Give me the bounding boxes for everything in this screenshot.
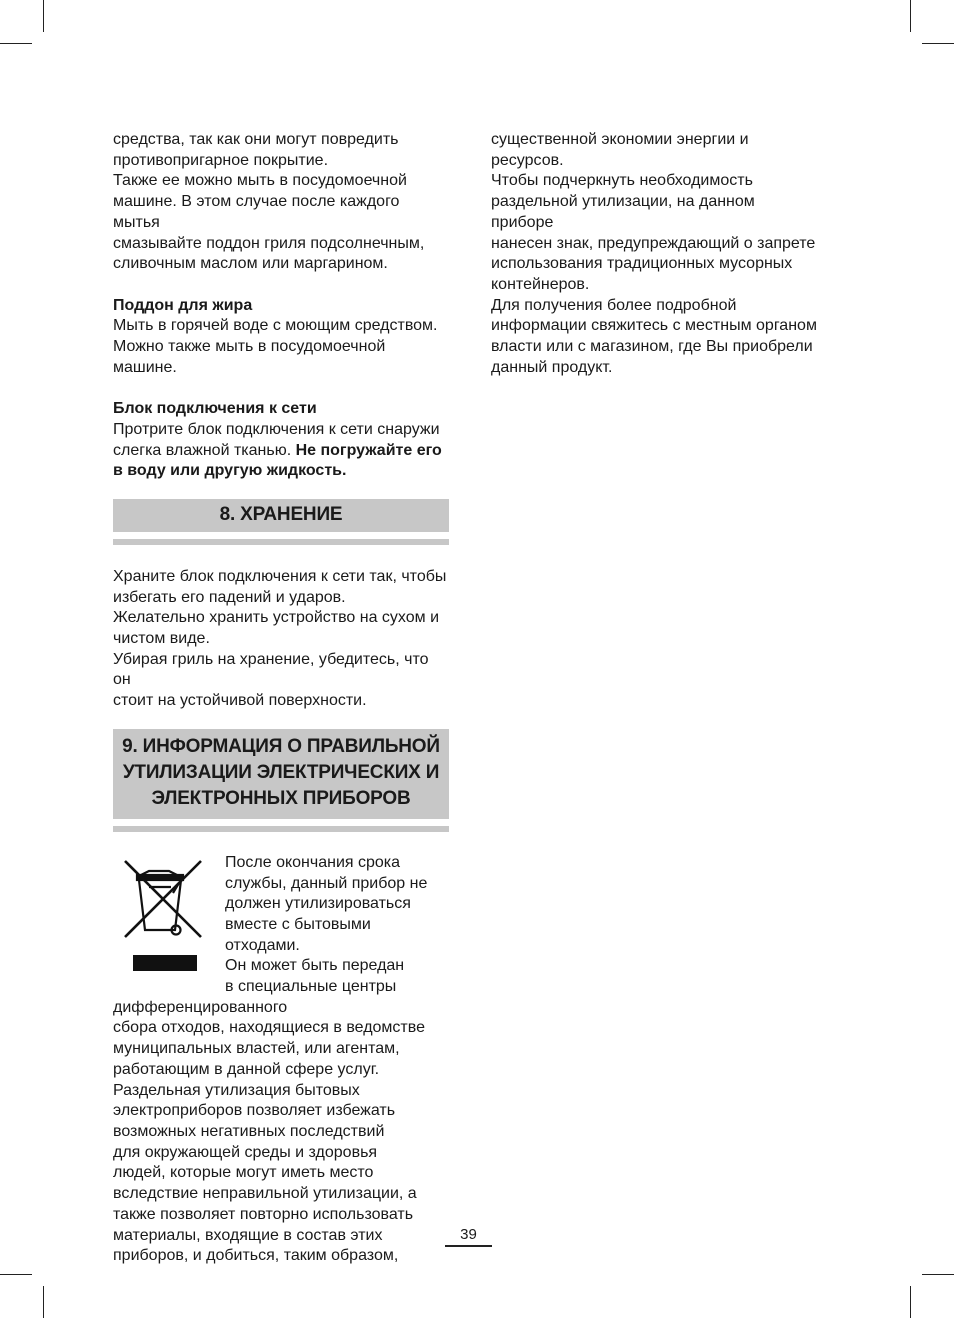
crop-mark bbox=[922, 1274, 954, 1275]
crop-mark bbox=[910, 0, 911, 32]
page-number-rule bbox=[445, 1245, 492, 1247]
text-normal: слегка влажной тканью. bbox=[113, 441, 296, 459]
text-line: противопригарное покрытие. bbox=[113, 151, 329, 169]
weee-block bbox=[113, 853, 449, 1019]
fat-tray-paragraph bbox=[113, 316, 449, 378]
text-line: дифференцированного bbox=[113, 998, 288, 1016]
text-line: избегать его падений и ударов. bbox=[113, 588, 346, 606]
text-line: Убирая гриль на хранение, убедитесь, что он bbox=[113, 650, 429, 689]
text-line: машине. В этом случае после каждого мытья bbox=[113, 193, 400, 231]
text-line: стоит на устойчивой поверхности. bbox=[113, 692, 367, 710]
text-line: существенной экономии энергии и ресурсов. bbox=[491, 131, 749, 169]
section-8-heading: 8. ХРАНЕНИЕ bbox=[113, 499, 449, 532]
text-line: Можно также мыть в посудомоечной bbox=[113, 338, 386, 356]
text-line: сбора отходов, находящиеся в ведомстве bbox=[113, 1019, 425, 1037]
text-line: приборов, и добиться, таким образом, bbox=[113, 1247, 399, 1265]
power-block-paragraph bbox=[113, 420, 449, 482]
text-line: Также ее можно мыть в посудомоечной bbox=[113, 172, 407, 190]
text-line: средства, так как они могут повредить bbox=[113, 131, 399, 148]
text-line: вместе с бытовыми отходами. bbox=[225, 915, 371, 954]
text-line: После окончания срока bbox=[225, 853, 401, 871]
text-line: Протрите блок подключения к сети снаружи bbox=[113, 420, 440, 438]
text-line: Чтобы подчеркнуть необходимость bbox=[491, 172, 753, 190]
text-line: электроприборов позволяет избежать bbox=[113, 1102, 396, 1120]
text-line: также позволяет повторно использовать bbox=[113, 1205, 414, 1223]
section-9-heading bbox=[113, 729, 449, 819]
text-line: сливочным маслом или маргарином. bbox=[113, 255, 388, 273]
heading-line: 9. ИНФОРМАЦИЯ О ПРАВИЛЬНОЙ bbox=[122, 735, 440, 757]
text-line: работающим в данной сфере услуг. bbox=[113, 1060, 380, 1078]
left-column bbox=[113, 130, 449, 1267]
text-line: власти или с магазином, где Вы приобрели bbox=[491, 338, 813, 356]
crop-mark bbox=[0, 43, 32, 44]
text-line: раздельной утилизации, на данном приборе bbox=[491, 193, 755, 231]
text-line: в специальные центры bbox=[225, 978, 397, 996]
text-line: возможных негативных последствий bbox=[113, 1122, 385, 1140]
text-line: Для получения более подробной bbox=[491, 296, 737, 314]
text-line: людей, которые могут иметь место bbox=[113, 1164, 374, 1182]
storage-paragraph bbox=[113, 567, 449, 712]
crop-mark bbox=[910, 1286, 911, 1318]
text-line: Раздельная утилизация бытовых bbox=[113, 1081, 360, 1099]
text-line bbox=[113, 441, 449, 462]
heading-line: УТИЛИЗАЦИИ ЭЛЕКТРИЧЕСКИХ И bbox=[122, 761, 440, 783]
warning-text: в воду или другую жидкость. bbox=[113, 462, 347, 480]
text-line: машине. bbox=[113, 358, 177, 376]
text-line: данный продукт. bbox=[491, 358, 613, 376]
crop-mark bbox=[0, 1274, 32, 1275]
text-line: вследствие неправильной утилизации, а bbox=[113, 1185, 417, 1203]
warning-text: Не погружайте его bbox=[295, 441, 442, 459]
text-line: нанесен знак, предупреждающий о запрете bbox=[491, 234, 816, 252]
right-column bbox=[491, 130, 821, 378]
power-block-heading: Блок подключения к сети bbox=[113, 400, 317, 418]
grill-plate-paragraph bbox=[113, 130, 449, 275]
text-line: использования традиционных мусорных bbox=[491, 255, 793, 273]
text-line: Храните блок подключения к сети так, чтобы bbox=[113, 567, 447, 585]
text-line: Желательно хранить устройство на сухом и bbox=[113, 609, 440, 627]
heading-line: ЭЛЕКТРОННЫХ ПРИБОРОВ bbox=[151, 787, 411, 809]
crop-mark bbox=[922, 43, 954, 44]
text-line: муниципальных властей, или агентам, bbox=[113, 1040, 400, 1058]
text-line: информации свяжитесь с местным органом bbox=[491, 317, 817, 335]
fat-tray-heading: Поддон для жира bbox=[113, 296, 253, 314]
text-line: смазывайте поддон гриля подсолнечным, bbox=[113, 234, 425, 252]
text-line: службы, данный прибор не bbox=[225, 874, 428, 892]
text-line: должен утилизироваться bbox=[225, 895, 411, 913]
text-line: материалы, входящие в состав этих bbox=[113, 1226, 383, 1244]
crop-mark bbox=[43, 1286, 44, 1318]
text-line: для окружающей среды и здоровья bbox=[113, 1143, 378, 1161]
crop-mark bbox=[43, 0, 44, 32]
text-line: контейнеров. bbox=[491, 275, 590, 293]
text-line: Он может быть передан bbox=[225, 957, 405, 975]
page-number: 39 bbox=[460, 1226, 477, 1243]
crossed-out-wheelie-bin-icon bbox=[113, 853, 213, 978]
weee-paragraph bbox=[113, 1018, 449, 1266]
text-line: чистом виде. bbox=[113, 630, 210, 648]
text-line: Мыть в горячей воде с моющим средством. bbox=[113, 317, 438, 335]
